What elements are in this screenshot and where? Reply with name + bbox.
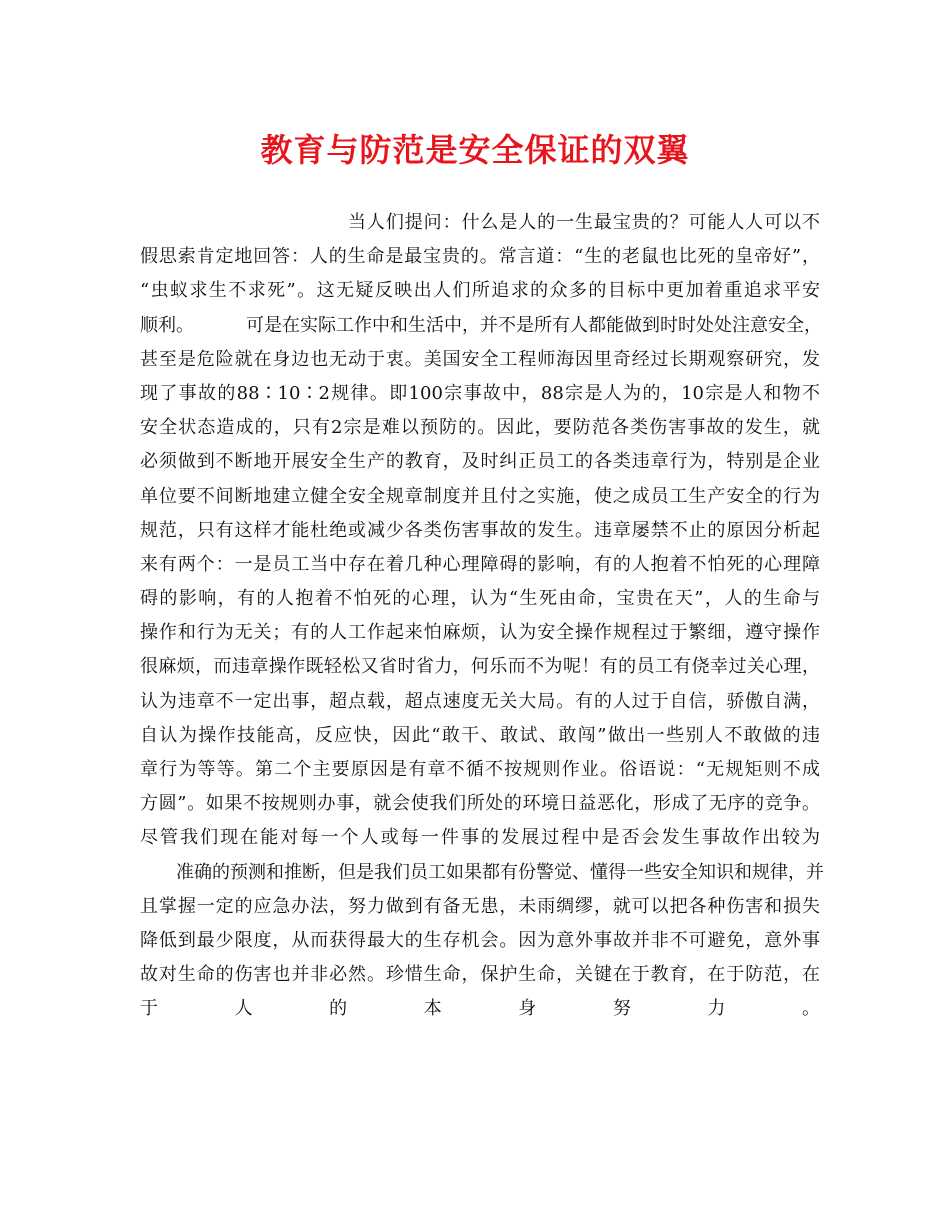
text-line	[140, 1027, 820, 1061]
text-line: 尽管我们现在能对每一个人或每一件事的发展过程中是否会发生事故作出较为	[140, 827, 820, 849]
text-line: 规范，只有这样才能杜绝或减少各类伤害事故的发生。违章屡禁不止的原因分析起	[140, 519, 820, 541]
text-line: 认为违章不一定出事，超点载，超点速度无关大局。有的人过于自信，骄傲自满，	[140, 690, 820, 712]
text-segment: 顺利。	[140, 314, 194, 336]
text-line: 来有两个：一是员工当中存在着几种心理障碍的影响，有的人抱着不怕死的心理障	[140, 553, 820, 575]
text-line: 故对生命的伤害也并非必然。珍惜生命，保护生命，关键在于教育，在于防范，在	[140, 964, 820, 986]
text-line: 必须做到不断地开展安全生产的教育，及时纠正员工的各类违章行为，特别是企业	[140, 451, 820, 473]
text-line: 降低到最少限度，从而获得最大的生存机会。因为意外事故并非不可避免，意外事	[140, 929, 820, 951]
text-line: 现了事故的88∶10∶2规律。即100宗事故中，88宗是人为的，10宗是人和物不	[140, 382, 820, 404]
text-line: 操作和行为无关；有的人工作起来怕麻烦，认为安全操作规程过于繁细，遵守操作	[140, 622, 820, 644]
text-line: 当人们提问：什么是人的一生最宝贵的？可能人人可以不	[348, 212, 820, 233]
text-line: 单位要不间断地建立健全安全规章制度并且付之实施，使之成员工生产安全的行为	[140, 485, 820, 507]
document-title: 教育与防范是安全保证的双翼	[260, 131, 690, 169]
text-line: 假思索肯定地回答：人的生命是最宝贵的。常言道：“生的老鼠也比死的皇帝好”，	[140, 246, 820, 268]
text-segment: 可是在实际工作中和生活中，并不是所有人都能做到时时处处注意安全，	[246, 314, 822, 336]
text-line: 甚至是危险就在身边也无动于衷。美国安全工程师海因里奇经过长期观察研究，发	[140, 348, 820, 370]
text-line: 准确的预测和推断，但是我们员工如果都有份警觉、懂得一些安全知识和规律，并	[176, 861, 824, 883]
document-body	[140, 206, 824, 1061]
text-line: 且掌握一定的应急办法，努力做到有备无患，未雨绸缪，就可以把各种伤害和损失	[140, 895, 820, 917]
text-line: 章行为等等。第二个主要原因是有章不循不按规则作业。俗语说：“无规矩则不成	[140, 759, 820, 780]
text-line: 方圆”。如果不按规则办事，就会使我们所处的环境日益恶化，形成了无序的竞争。	[140, 793, 820, 815]
text-line-split	[140, 309, 820, 343]
text-line: 很麻烦，而违章操作既轻松又省时省力，何乐而不为呢！有的员工有侥幸过关心理，	[140, 656, 820, 678]
text-line: 碍的影响，有的人抱着不怕死的心理，认为“生死由命，宝贵在天”，人的生命与	[140, 588, 820, 610]
text-line: 于人的本身努力。	[140, 998, 820, 1020]
text-line: “虫蚁求生不求死”。这无疑反映出人们所追求的众多的目标中更加着重追求平安	[140, 280, 820, 302]
text-line: 自认为操作技能高，反应快，因此“敢干、敢试、敢闯”做出一些别人不敢做的违	[140, 724, 820, 746]
text-line: 安全状态造成的，只有2宗是难以预防的。因此，要防范各类伤害事故的发生，就	[140, 417, 820, 439]
